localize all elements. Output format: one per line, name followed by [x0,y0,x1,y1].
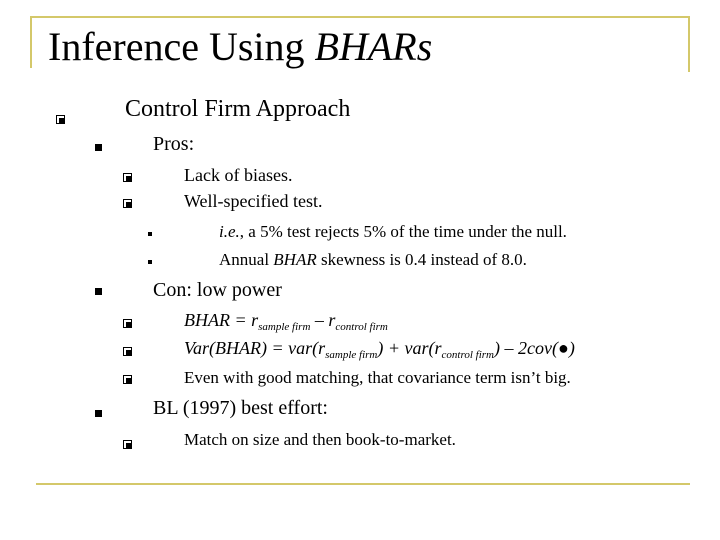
hollow-square-bullet-icon [123,347,132,356]
pros-sub-ie [219,222,567,242]
skew-emphasis: BHAR [273,250,317,269]
title-emphasis: BHARs [314,24,433,69]
solid-square-bullet-icon [95,144,102,151]
right-rule [688,16,690,72]
con-item-matching: Even with good matching, that covariance term isn’t big. [184,368,571,387]
heading-control-firm: Control Firm Approach [125,96,351,122]
bottom-rule [36,483,690,485]
ie-text: , a 5% test rejects 5% of the time under the null. [239,222,567,241]
pros-sub-skewness [219,250,527,270]
ie-emphasis: i.e. [219,222,240,241]
pros-item-biases: Lack of biases. [184,165,293,185]
title-text: Inference Using [48,24,305,69]
eq2-sub-control: control firm [441,349,494,361]
small-square-bullet-icon [148,232,152,236]
eq2-b: ) + var(r [377,338,442,358]
eq1-mid: – r [310,310,336,330]
eq2-c: ) – 2cov(●) [493,338,575,358]
top-rule [30,16,690,18]
con-equation-var [184,338,575,359]
solid-square-bullet-icon [95,288,102,295]
hollow-square-bullet-icon [123,199,132,208]
hollow-square-bullet-icon [56,115,65,124]
eq1-sub-control: control firm [335,321,388,333]
small-square-bullet-icon [148,260,152,264]
eq1-sub-sample: sample firm [258,321,311,333]
pros-item-wellspecified: Well-specified test. [184,191,323,211]
bl-item: Match on size and then book-to-market. [184,430,456,449]
hollow-square-bullet-icon [123,375,132,384]
hollow-square-bullet-icon [123,173,132,182]
hollow-square-bullet-icon [123,440,132,449]
pros-heading: Pros: [153,133,195,155]
solid-square-bullet-icon [95,410,102,417]
con-heading: Con: low power [153,279,282,301]
skew-text-b: skewness is 0.4 instead of 8.0. [320,250,527,269]
con-equation-bhar [184,310,388,331]
slide-title [48,23,432,71]
skew-text-a: Annual [219,250,270,269]
bl-heading: BL (1997) best effort: [153,397,328,419]
eq1-lhs: BHAR = r [184,310,259,330]
eq2-a: Var(BHAR) = var(r [184,338,326,358]
left-rule [30,16,32,68]
hollow-square-bullet-icon [123,319,132,328]
eq2-sub-sample: sample firm [325,349,378,361]
